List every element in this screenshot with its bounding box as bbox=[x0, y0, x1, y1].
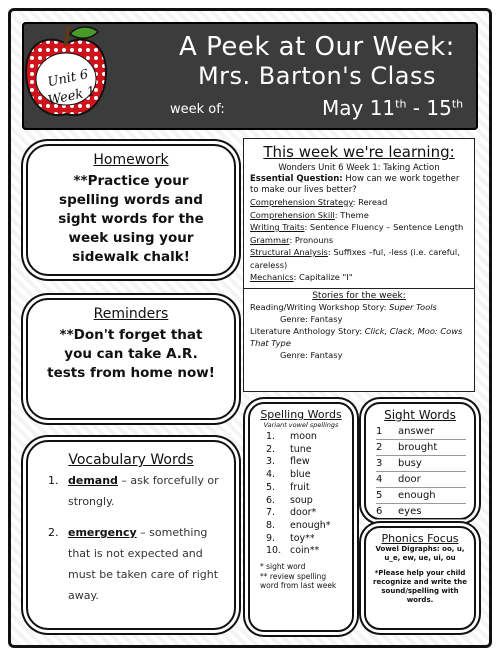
list-item: 9. toy** bbox=[266, 532, 315, 544]
homework-title: Homework bbox=[93, 152, 169, 168]
story-line: Literature Anthology Story: Click, Clack, Moo: Cows That Type bbox=[250, 325, 463, 348]
reminders-box bbox=[26, 298, 236, 420]
homework-box bbox=[26, 144, 236, 276]
spelling-box bbox=[248, 402, 354, 632]
vocabulary-title: Vocabulary Words bbox=[68, 452, 194, 468]
learning-row: Comprehension Strategy: Reread bbox=[250, 197, 388, 207]
learning-row: Structural Analysis: Suffixes –ful, -less (i.e. careful, careless) bbox=[250, 247, 460, 270]
list-item: 10. coin** bbox=[266, 545, 320, 557]
learning-box bbox=[243, 138, 475, 392]
sight-words-box bbox=[364, 402, 476, 520]
reminders-text: **Don't forget that you can take A.R. tests from home now! bbox=[47, 327, 215, 381]
list-item: 7. door* bbox=[266, 507, 317, 519]
phonics-digraphs: Vowel Digraphs: oo, u, u_e, ew, ue, ui, ou bbox=[375, 545, 465, 562]
story-line: Reading/Writing Workshop Story: Super Tools bbox=[250, 301, 437, 312]
spelling-subtitle: Variant vowel spellings bbox=[263, 421, 339, 429]
homework-text: **Practice your spelling words and sight words for the week using your sidewalk chalk! bbox=[58, 173, 204, 265]
learning-row: Comprehension Skill: Theme bbox=[250, 209, 369, 220]
learning-subtitle: Wonders Unit 6 Week 1: Taking Action bbox=[278, 163, 440, 173]
spelling-title: Spelling Words bbox=[260, 408, 342, 421]
list-item: 5. fruit bbox=[266, 481, 310, 493]
list-item: 2 brought bbox=[376, 440, 466, 456]
page-title: A Peek at Our Week: bbox=[179, 32, 455, 62]
vocabulary-item: 2. emergency – something that is not expected and must be taken care of right away. bbox=[48, 526, 219, 602]
sight-words-list bbox=[366, 422, 474, 520]
reminders-title: Reminders bbox=[93, 306, 169, 322]
list-item: 2. tune bbox=[266, 443, 312, 455]
stories-title: Stories for the week: bbox=[312, 290, 406, 301]
spelling-list bbox=[250, 431, 352, 558]
learning-row: Writing Traits: Sentence Fluency – Sentence Length bbox=[250, 222, 464, 232]
story-genre: Genre: Fantasy bbox=[280, 349, 343, 360]
spelling-notes: * sight word ** review spelling word from last week bbox=[260, 562, 337, 591]
sight-words-title: Sight Words bbox=[384, 408, 456, 422]
story-genre: Genre: Fantasy bbox=[280, 313, 343, 324]
list-item: 5 enough bbox=[376, 488, 466, 504]
list-item: 4. blue bbox=[266, 469, 311, 481]
vocabulary-word: demand bbox=[68, 474, 118, 487]
vocabulary-item: 1. demand – ask forcefully or strongly. bbox=[48, 474, 219, 508]
stories-section bbox=[244, 288, 474, 361]
list-item: 6 eyes bbox=[376, 504, 466, 520]
vocabulary-word: emergency bbox=[68, 526, 137, 539]
learning-row: Mechanics: Capitalize "I" bbox=[250, 272, 353, 282]
vocabulary-definition: – ask forcefully or strongly. bbox=[68, 474, 219, 508]
apple-icon bbox=[20, 22, 112, 122]
essential-question: Essential Question: How can we work together to make our lives better? bbox=[250, 174, 460, 195]
week-dates: May 11th - 15th bbox=[322, 96, 464, 120]
phonics-box bbox=[364, 526, 476, 630]
vocabulary-list bbox=[28, 468, 234, 606]
list-item: 1 answer bbox=[376, 424, 466, 440]
list-item: 4 door bbox=[376, 472, 466, 488]
list-item: 6. soup bbox=[266, 494, 313, 506]
phonics-title: Phonics Focus bbox=[381, 532, 459, 545]
unit-week-badge: Unit 6 Week 1 bbox=[46, 67, 97, 109]
vocabulary-definition: – something that is not expected and must be taken care of right away. bbox=[68, 526, 219, 602]
class-name: Mrs. Barton's Class bbox=[197, 62, 437, 90]
list-item: 3. flew bbox=[266, 456, 310, 468]
list-item: 1. moon bbox=[266, 431, 317, 442]
learning-title: This week we're learning: bbox=[263, 143, 455, 161]
phonics-note: *Please help your child recognize and write the sound/spelling with words. bbox=[373, 569, 467, 604]
week-label: week of: bbox=[170, 102, 225, 117]
learning-row: Grammar: Pronouns bbox=[250, 234, 334, 245]
vocabulary-box bbox=[26, 440, 236, 630]
list-item: 8. enough* bbox=[266, 519, 331, 531]
list-item: 3 busy bbox=[376, 456, 466, 472]
